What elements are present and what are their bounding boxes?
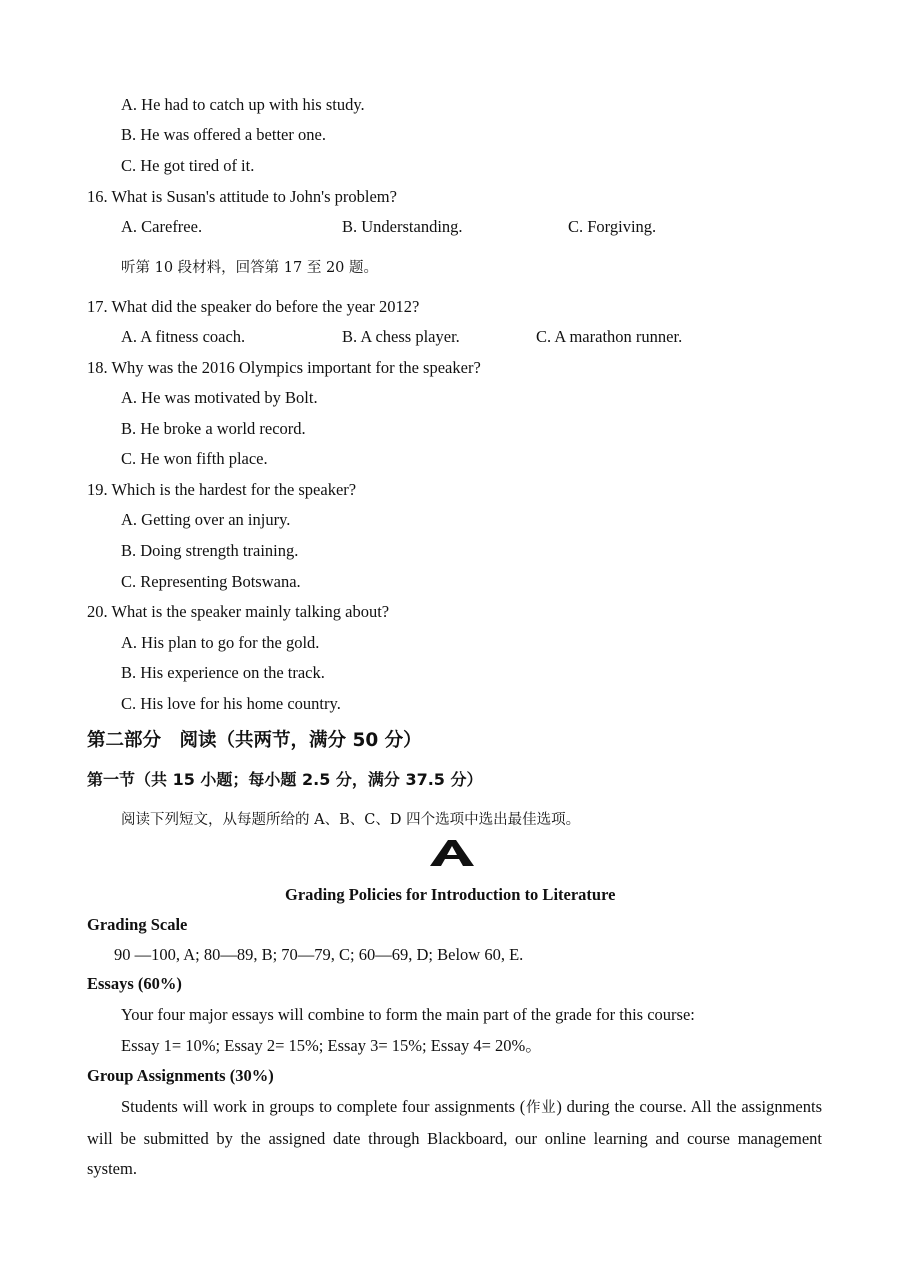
passage-letter-a xyxy=(430,840,474,866)
q15-option-a: A. He had to catch up with his study. xyxy=(121,95,365,114)
section10-instruction: 听第 10 段材料，回答第 17 至 20 题。 xyxy=(121,260,379,276)
q17-option-b: B. A chess player. xyxy=(342,327,460,346)
q17-option-c: C. A marathon runner. xyxy=(536,327,683,346)
grading-scale-text: 90 —100, A; 80—89, B; 70—79, C; 60—69, D; Below 60, E. xyxy=(114,945,524,964)
reading-instruction: 阅读下列短文，从每题所给的 A、B、C、D 四个选项中选出最佳选项。 xyxy=(121,812,581,828)
group-text-gloss: 作业 xyxy=(525,1100,557,1116)
q20-question: 20. What is the speaker mainly talking about? xyxy=(87,602,390,621)
q16-option-c: C. Forgiving. xyxy=(568,217,657,236)
q18-option-b: B. He broke a world record. xyxy=(121,419,306,438)
q19-option-a: A. Getting over an injury. xyxy=(121,510,291,529)
group-text-after: ) during the course. All the assignments will be submitted by the assigned date through Blackboard, our online learning and course management system. xyxy=(87,1097,823,1178)
essays-breakdown: Essay 1= 10%; Essay 2= 15%; Essay 3= 15%; Essay 4= 20%。 xyxy=(121,1036,542,1055)
grading-scale-heading: Grading Scale xyxy=(87,915,188,934)
q20-option-b: B. His experience on the track. xyxy=(121,663,325,682)
q16-question: 16. What is Susan's attitude to John's problem? xyxy=(87,187,397,206)
q17-option-a: A. A fitness coach. xyxy=(121,327,246,346)
q18-option-a: A. He was motivated by Bolt. xyxy=(121,388,318,407)
q17-question: 17. What did the speaker do before the year 2012? xyxy=(87,297,420,316)
q18-option-c: C. He won fifth place. xyxy=(121,449,268,468)
section1-heading: 第一节（共 15 小题；每小题 2.5 分，满分 37.5 分） xyxy=(87,770,483,789)
q15-option-b: B. He was offered a better one. xyxy=(121,125,326,144)
essays-text: Your four major essays will combine to form the main part of the grade for this course: xyxy=(121,1005,695,1024)
q20-option-c: C. His love for his home country. xyxy=(121,694,341,713)
q19-option-b: B. Doing strength training. xyxy=(121,541,299,560)
q18-question: 18. Why was the 2016 Olympics important for the speaker? xyxy=(87,358,481,377)
q20-option-a: A. His plan to go for the gold. xyxy=(121,633,320,652)
q16-option-a: A. Carefree. xyxy=(121,217,203,236)
group-assignments-paragraph xyxy=(87,1092,822,1185)
group-text-before: Students will work in groups to complete four assignments ( xyxy=(121,1097,526,1116)
group-assignments-heading: Group Assignments (30%) xyxy=(87,1066,274,1085)
passage-letter-text: A xyxy=(452,860,453,861)
part2-heading: 第二部分 阅读（共两节，满分 50 分） xyxy=(87,730,422,751)
q19-question: 19. Which is the hardest for the speaker? xyxy=(87,480,357,499)
q15-option-c: C. He got tired of it. xyxy=(121,156,255,175)
passage-title: Grading Policies for Introduction to Literature xyxy=(285,885,616,904)
essays-heading: Essays (60%) xyxy=(87,974,182,993)
q16-option-b: B. Understanding. xyxy=(342,217,463,236)
q19-option-c: C. Representing Botswana. xyxy=(121,572,301,591)
